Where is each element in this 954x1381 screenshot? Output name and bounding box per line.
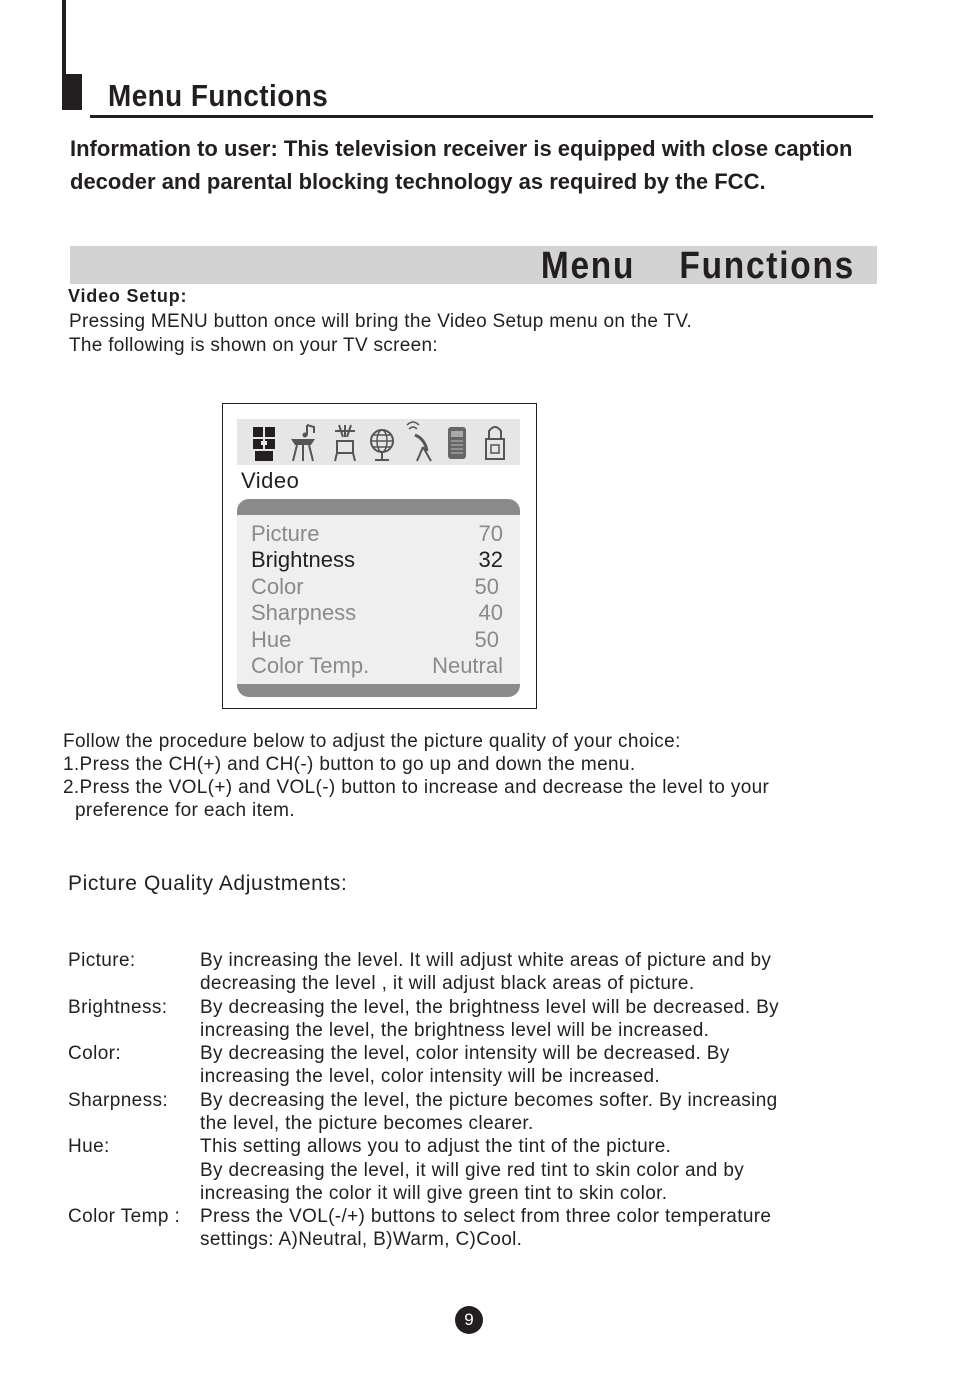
- term-color-temp: Color Temp :: [68, 1206, 181, 1227]
- video-setup-line-1: Pressing MENU button once will bring the Video Setup menu on the TV.: [69, 311, 693, 332]
- tv-menu-item-label: Hue: [251, 627, 292, 652]
- procedure-step-2: 2.Press the VOL(+) and VOL(-) button to increase and decrease the level to your: [63, 777, 770, 798]
- globe-icon: [367, 421, 399, 463]
- menu-icon-bar: [237, 419, 520, 465]
- procedure-step-1: 1.Press the CH(+) and CH(-) button to go up and down the menu.: [63, 754, 636, 775]
- desc-hue-1: This setting allows you to adjust the tint of the picture.: [200, 1136, 672, 1157]
- desc-brightness-1: By decreasing the level, the brightness level will be decreased. By: [200, 997, 779, 1018]
- tv-menu-item-color-temp: [251, 653, 503, 680]
- header-block: [62, 74, 82, 110]
- antenna-icon: [405, 421, 437, 463]
- function-icon: [329, 421, 361, 463]
- desc-color-temp-1: Press the VOL(-/+) buttons to select from three color temperature: [200, 1206, 772, 1227]
- page-title: Menu Functions: [108, 78, 329, 113]
- tv-menu-item-brightness: [251, 547, 503, 574]
- audio-icon: [287, 421, 319, 463]
- tv-menu-item-label: Sharpness: [251, 600, 357, 625]
- tv-menu-item-hue: [251, 627, 503, 654]
- schedule-icon: [443, 421, 471, 463]
- tv-menu-item-label: Color: [251, 574, 304, 599]
- term-hue: Hue:: [68, 1136, 110, 1157]
- desc-brightness-2: increasing the level, the brightness level will be increased.: [200, 1020, 710, 1041]
- desc-picture-2: decreasing the level , it will adjust black areas of picture.: [200, 973, 695, 994]
- tv-menu-item-picture: [251, 521, 503, 548]
- desc-hue-2: By decreasing the level, it will give red tint to skin color and by: [200, 1160, 745, 1181]
- tv-menu-item-value: 32: [478, 547, 503, 572]
- desc-color-temp-2: settings: A)Neutral, B)Warm, C)Cool.: [200, 1229, 523, 1250]
- video-setup-label: Video Setup:: [68, 286, 188, 306]
- page-number: 9: [455, 1306, 483, 1334]
- tv-screen-figure: [222, 403, 537, 709]
- tv-menu-panel: [237, 499, 520, 697]
- tv-menu-item-value: 50: [474, 574, 499, 599]
- procedure-step-2-cont: preference for each item.: [75, 800, 295, 821]
- term-sharpness: Sharpness:: [68, 1090, 169, 1111]
- tv-menu-item-label: Color Temp.: [251, 653, 370, 678]
- tv-menu-item-value: Neutral: [432, 653, 503, 678]
- desc-hue-3: increasing the color it will give green tint to skin color.: [200, 1183, 668, 1204]
- adjustments-heading: Picture Quality Adjustments:: [68, 872, 348, 895]
- tv-menu-item-color: [251, 574, 503, 601]
- section-band: [70, 245, 877, 287]
- desc-color-1: By decreasing the level, color intensity will be decreased. By: [200, 1043, 730, 1064]
- tv-menu-item-value: 40: [478, 600, 503, 625]
- video-setup-line-2: The following is shown on your TV screen:: [69, 335, 438, 356]
- desc-picture-1: By increasing the level. It will adjust white areas of picture and by: [200, 950, 772, 971]
- tv-menu-item-value: 50: [474, 627, 499, 652]
- term-picture: Picture:: [68, 950, 136, 971]
- procedure-intro: Follow the procedure below to adjust the picture quality of your choice:: [63, 731, 681, 752]
- desc-sharpness-2: the level, the picture becomes clearer.: [200, 1113, 534, 1134]
- fcc-info: Information to user: This television receiver is equipped with close caption decoder and parental blocking technology as required by the FCC.: [70, 136, 853, 194]
- section-title: Menu Functions: [540, 245, 855, 287]
- term-brightness: Brightness:: [68, 997, 168, 1018]
- tv-menu-title: Video: [241, 468, 300, 493]
- desc-color-2: increasing the level, color intensity will be increased.: [200, 1066, 660, 1087]
- tv-menu-item-sharpness: [251, 600, 503, 627]
- lock-icon: [481, 421, 509, 463]
- tv-menu-item-value: 70: [478, 521, 503, 546]
- tv-menu-item-label: Brightness: [251, 547, 355, 572]
- desc-sharpness-1: By decreasing the level, the picture becomes softer. By increasing: [200, 1090, 778, 1111]
- header-rule: [90, 115, 873, 118]
- video-icon: [249, 421, 279, 463]
- term-color: Color:: [68, 1043, 122, 1064]
- tv-menu-item-label: Picture: [251, 521, 320, 546]
